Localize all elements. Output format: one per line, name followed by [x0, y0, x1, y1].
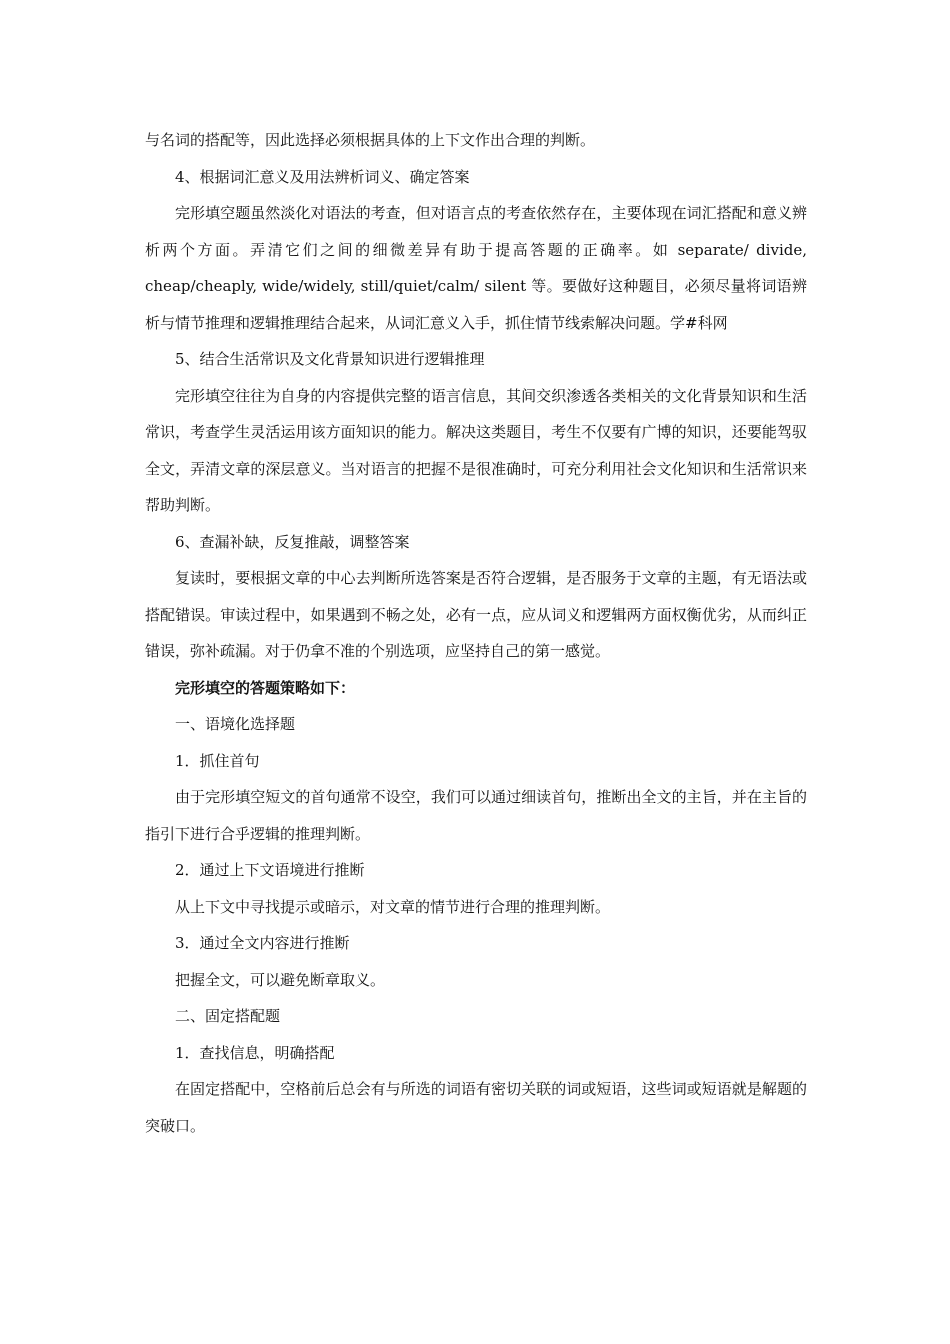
paragraph-vocabulary: 完形填空题虽然淡化对语法的考查，但对语言点的考查依然存在，主要体现在词汇搭配和意义辨析两个方面。弄清它们之间的细微差异有助于提高答题的正确率。如 separate/ divide, cheap/cheaply, wide/widely, still/quiet/calm/ silent 等。要做好这种题目，必须尽量将词语辨析与情节推理和逻辑推理结合起来，从词汇意义入手，抓住情节线索解决问题。学#科网: [145, 204, 807, 332]
paragraph-context-inference: 从上下文中寻找提示或暗示，对文章的情节进行合理的推理判断。: [175, 897, 611, 916]
paragraph-review: 复读时，要根据文章的中心去判断所选答案是否符合逻辑，是否服务于文章的主题，有无语法或搭配错误。审读过程中，如果遇到不畅之处，必有一点，应从词义和逻辑两方面权衡优劣，从而纠正错误，弥补疏漏。对于仍拿不准的个别选项，应坚持自己的第一感觉。: [145, 569, 807, 660]
heading-4-vocabulary: 4、根据词汇意义及用法辨析词义、确定答案: [175, 167, 470, 186]
heading-full-text-inference: 3．通过全文内容进行推断: [175, 934, 350, 952]
heading-6-review: 6、查漏补缺，反复推敲，调整答案: [175, 532, 410, 551]
heading-context-choice: 一、语境化选择题: [175, 715, 296, 733]
paragraph-full-text-inference: 把握全文，可以避免断章取义。: [175, 970, 386, 989]
paragraph-find-info: 在固定搭配中，空格前后总会有与所选的词语有密切关联的词或短语，这些词或短语就是解题的突破口。: [145, 1080, 807, 1135]
heading-fixed-collocation: 二、固定搭配题: [175, 1007, 281, 1025]
paragraph-first-sentence: 由于完形填空短文的首句通常不设空，我们可以通过细读首句，推断出全文的主旨，并在主旨的指引下进行合乎逻辑的推理判断。: [145, 788, 807, 843]
section-title-strategy: 完形填空的答题策略如下：: [175, 678, 356, 697]
paragraph-common-sense: 完形填空往往为自身的内容提供完整的语言信息，其间交织渗透各类相关的文化背景知识和生活常识，考查学生灵活运用该方面知识的能力。解决这类题目，考生不仅要有广博的知识，还要能驾驭全文，弄清文章的深层意义。当对语言的把握不是很准确时，可充分利用社会文化知识和生活常识来帮助判断。: [145, 386, 807, 514]
heading-first-sentence: 1．抓住首句: [175, 751, 260, 770]
heading-find-info: 1．查找信息，明确搭配: [175, 1043, 335, 1062]
document-page: [145, 122, 807, 1144]
paragraph-continuation: 与名词的搭配等，因此选择必须根据具体的上下文作出合理的判断。: [145, 131, 596, 149]
heading-5-common-sense: 5、结合生活常识及文化背景知识进行逻辑推理: [175, 350, 485, 368]
heading-context-inference: 2．通过上下文语境进行推断: [175, 861, 365, 879]
